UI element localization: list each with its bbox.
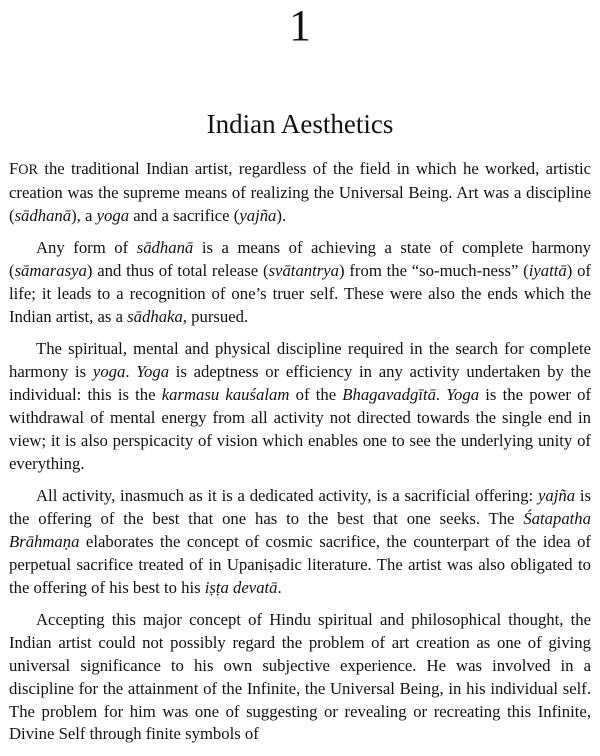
text-run: , pursued.: [182, 306, 249, 326]
drop-cap-letter: F: [9, 159, 19, 178]
italic-term: yoga: [96, 205, 130, 225]
chapter-body: [9, 158, 591, 756]
italic-term: Yoga: [136, 362, 170, 382]
italic-term: yoga: [92, 362, 126, 382]
italic-term: Bhagavadgītā: [342, 384, 436, 404]
paragraph-2: [9, 237, 591, 329]
chapter-number: 1: [289, 1, 311, 50]
text-run: is the power of withdrawal of mental energy from all activity not directed towards the single end in view; it is also perspicacity of vision which enables one to see the underlying unity of everything.: [9, 384, 592, 473]
text-run: is the offering of the best that one has to the best that one seeks. The: [9, 485, 591, 528]
italic-term: Yoga: [446, 384, 480, 404]
italic-term: karmasu kauśalam: [161, 384, 290, 404]
text-run: .: [125, 362, 137, 382]
chapter-title: Indian Aesthetics: [206, 109, 394, 139]
paragraph-3: [9, 338, 591, 475]
italic-term: yajña: [239, 205, 277, 225]
text-run: Any form of: [36, 238, 137, 258]
text-run: Accepting this major concept of Hindu spiritual and philosophical thought, the Indian artist could not possibly regard the problem of art creation as one of giving universal significance to his own subjective experience. He was involved in a discipline for the attainment of the Infinite, the Universal Being, in his individual self. The problem for him was one of suggesting or revealing or recreating this Infinite, Divine Self through finite symbols of: [9, 609, 591, 744]
italic-term: sādhanā: [14, 205, 72, 225]
small-caps-lead: OR: [18, 162, 38, 178]
text-run: ) and thus of total release (: [86, 261, 269, 281]
text-run: is a means of achieving a state of complete harmony (: [9, 238, 592, 281]
italic-term: Śatapatha Brāhmaṇa: [9, 508, 591, 551]
text-run: ).: [276, 205, 287, 225]
text-run: ), a: [71, 205, 97, 225]
text-run: ) of life; it leads to a recognition of one’s truer self. These were also the ends which the Indian artist, as a: [9, 261, 591, 326]
italic-term: sādhaka: [127, 306, 183, 326]
italic-term: yajña: [537, 485, 576, 505]
paragraph-4: [9, 485, 591, 600]
text-run: and a sacrifice (: [129, 205, 240, 225]
text-run: elaborates the concept of cosmic sacrifice, the counterpart of the idea of perpetual sacrifice treated of in Upaniṣadic literature. The artist was also obligated to the offering of his best to his: [9, 531, 591, 597]
paragraph-1: [9, 158, 591, 228]
italic-term: sādhanā: [136, 238, 194, 258]
italic-term: svātantrya: [268, 261, 340, 281]
text-run: .: [277, 577, 282, 597]
text-run: the traditional Indian artist, regardless of the field in which he worked, artistic creation was the supreme means of realizing the Universal Being. Art was a discipline (: [9, 159, 591, 225]
italic-term: iyattā: [528, 261, 567, 281]
text-run: .: [435, 384, 447, 404]
italic-term: sāmarasya: [14, 261, 87, 281]
text-run: All activity, inasmuch as it is a dedicated activity, is a sacrificial offering:: [36, 485, 538, 505]
text-run: is adeptness or efficiency in any activity undertaken by the individual: this is the: [9, 362, 592, 404]
paragraph-5: [9, 609, 591, 746]
italic-term: iṣṭa devatā: [204, 577, 278, 597]
text-run: ) from the “so-much-ness” (: [339, 261, 529, 281]
text-run: of the: [289, 384, 343, 404]
text-run: The spiritual, mental and physical discipline required in the search for complete harmony is: [9, 339, 591, 382]
